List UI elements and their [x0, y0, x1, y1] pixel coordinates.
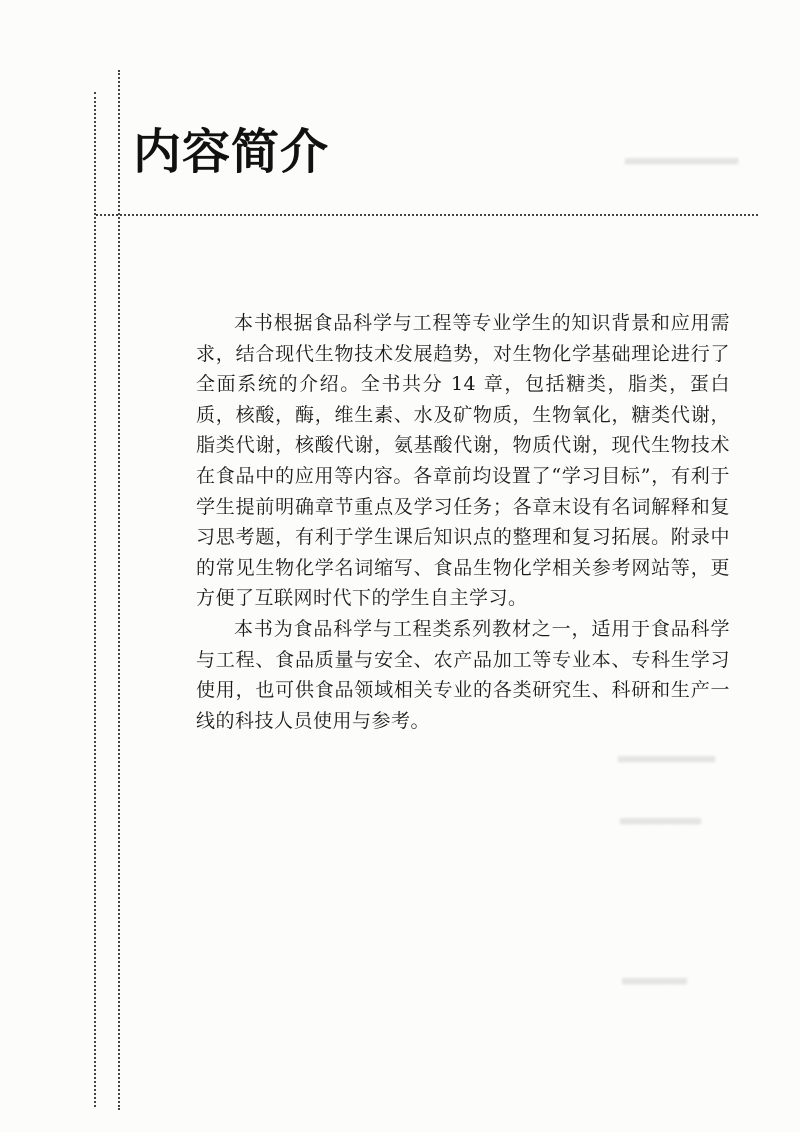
- intro-body: [196, 308, 730, 736]
- bleed-through-mark: ▂▂▂▂▂▂▂: [625, 140, 739, 164]
- dotted-horizontal-rule: [96, 214, 758, 216]
- bleed-through-mark: ▂▂▂▂: [622, 960, 687, 984]
- dotted-vertical-rule-inner: [118, 70, 120, 1110]
- bleed-through-mark: ▂▂▂▂▂: [620, 800, 701, 824]
- page-title: 内容简介: [133, 124, 330, 180]
- dotted-vertical-rule-outer: [94, 92, 96, 1107]
- body-paragraph: 本书为食品科学与工程类系列教材之一，适用于食品科学与工程、食品质量与安全、农产品加工等专业本、专科生学习使用，也可供食品领域相关专业的各类研究生、科研和生产一线的科技人员使用与参考。: [196, 617, 730, 732]
- bleed-through-mark: ▂▂▂▂▂▂: [618, 738, 715, 762]
- body-paragraph: 本书根据食品科学与工程等专业学生的知识背景和应用需求，结合现代生物技术发展趋势，对生物化学基础理论进行了全面系统的介绍。全书共分 14 章，包括糖类，脂类，蛋白质，核酸，酶，维生素、水及矿物质，生物氧化，糖类代谢，脂类代谢，核酸代谢，氨基酸代谢，物质代谢，现代生物技术在食品中的应用等内容。各章前均设置了“学习目标”，有利于学生提前明确章节重点及学习任务；各章末设有名词解释和复习思考题，有利于学生课后知识点的整理和复习拓展。附录中的常见生物化学名词缩写、食品生物化学相关参考网站等，更方便了互联网时代下的学生自主学习。: [196, 312, 730, 610]
